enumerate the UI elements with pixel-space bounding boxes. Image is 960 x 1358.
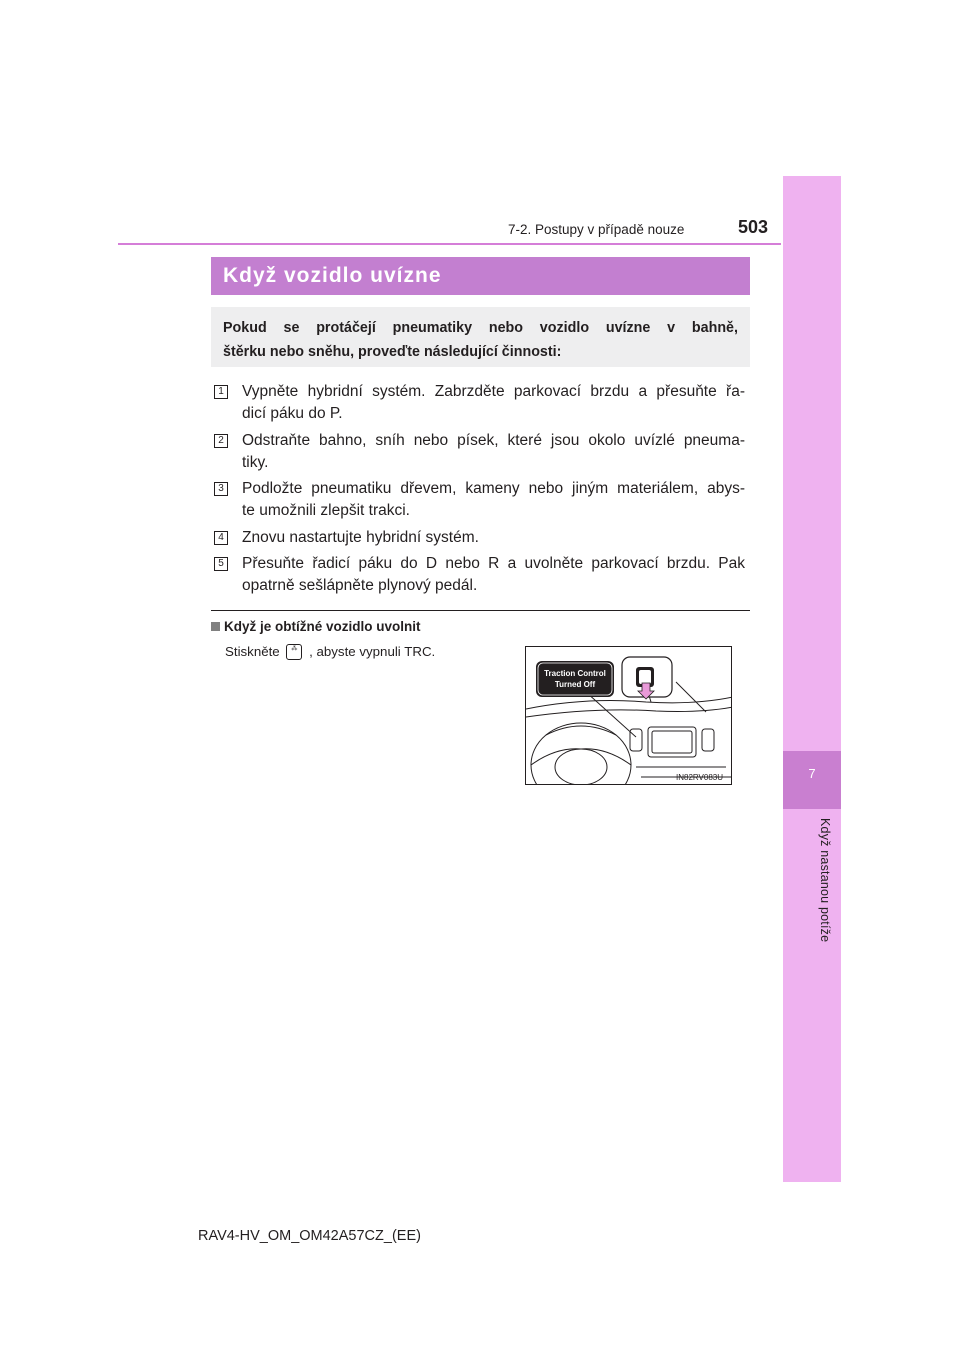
- callout-line-2: Turned Off: [554, 680, 596, 689]
- section-title: 7-2. Postupy v případě nouze: [508, 222, 685, 237]
- step-text: [242, 381, 745, 425]
- title-band: [211, 257, 750, 295]
- note-text: [225, 644, 435, 660]
- step-line: opatrně sešlápněte plynový pedál.: [242, 577, 478, 594]
- illustration-code: IN82RV083U: [676, 773, 723, 782]
- step-line: tiky.: [242, 454, 269, 471]
- bullet-square-icon: [211, 622, 220, 631]
- step-line: te umožnili zlepšit trakci.: [242, 502, 410, 519]
- section-divider: [211, 610, 750, 611]
- step-number-box: 2: [214, 434, 228, 448]
- intro-box: [211, 307, 750, 367]
- step-text: [242, 478, 745, 522]
- step-number-box: 3: [214, 482, 228, 496]
- chapter-number: 7: [808, 766, 816, 781]
- step-number-box: 4: [214, 531, 228, 545]
- step-number-box: 1: [214, 385, 228, 399]
- note-heading: Když je obtížné vozidlo uvolnit: [224, 619, 421, 634]
- chapter-label: Když nastanou potíže: [818, 818, 832, 943]
- chapter-side-tab: [783, 176, 841, 1182]
- header-rule: [118, 243, 781, 245]
- step-line: Vypněte hybridní systém. Zabrzděte parkovací brzdu a přesuňte řa-: [242, 383, 745, 400]
- intro-line-1: Pokud se protáčejí pneumatiky nebo vozidlo uvízne v bahně,: [223, 320, 738, 336]
- step-text: [242, 553, 745, 597]
- intro-line-2: štěrku nebo sněhu, proveďte následující činnosti:: [223, 344, 562, 360]
- callout-line-1: Traction Control: [544, 669, 606, 678]
- page-number: 503: [738, 217, 769, 237]
- document-footer: RAV4-HV_OM_OM42A57CZ_(EE): [198, 1228, 421, 1244]
- dashboard-illustration: [525, 646, 732, 785]
- step-number-box: 5: [214, 557, 228, 571]
- step-line: Podložte pneumatiku dřevem, kameny nebo jiným materiálem, abys-: [242, 480, 745, 497]
- note-text-before: Stiskněte: [225, 644, 280, 659]
- step-line: Odstraňte bahno, sníh nebo písek, které jsou okolo uvízlé pneuma-: [242, 432, 745, 449]
- step-text: [242, 430, 745, 474]
- dashboard-drawing: [526, 647, 732, 785]
- step-line: Znovu nastartujte hybridní systém.: [242, 529, 479, 546]
- step-text: [242, 527, 745, 549]
- step-line: dicí páku do P.: [242, 405, 343, 422]
- trc-off-button-icon: ⁂: [286, 644, 302, 660]
- page-title: Když vozidlo uvízne: [223, 264, 442, 287]
- note-text-after: , abyste vypnuli TRC.: [309, 644, 436, 659]
- step-line: Přesuňte řadicí páku do D nebo R a uvolněte parkovací brzdu. Pak: [242, 555, 745, 572]
